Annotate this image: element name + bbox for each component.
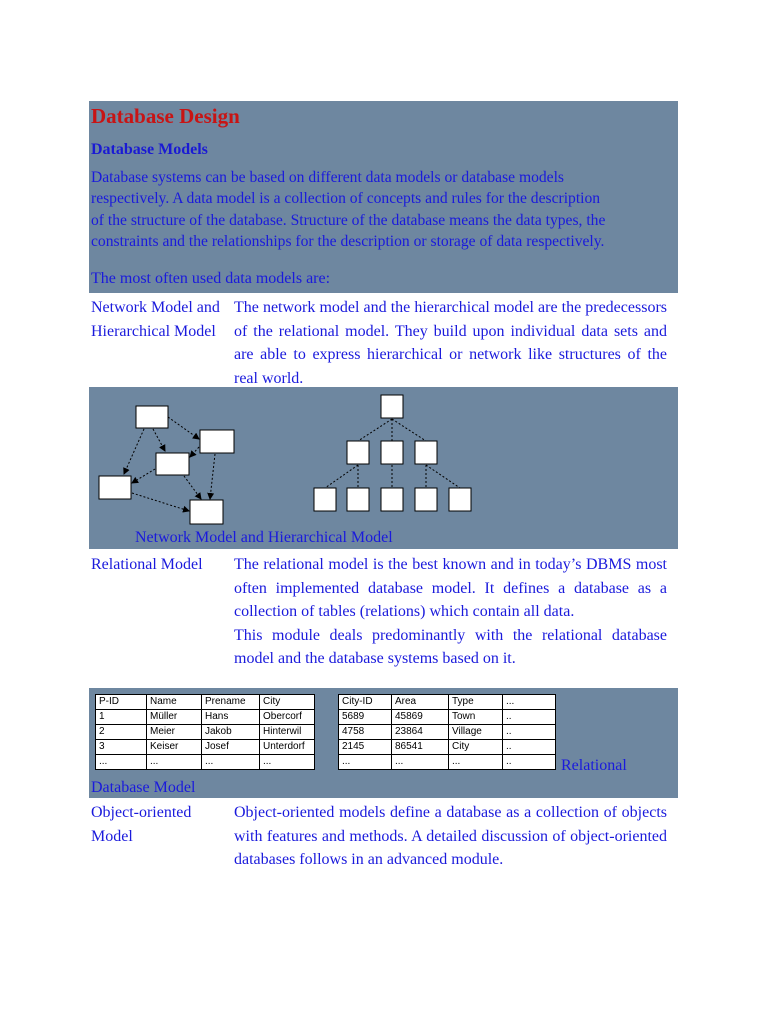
network-model-label — [91, 296, 220, 343]
object-oriented-text: Object-oriented models define a database as a collection of objects with features and methods. A detailed discussion of object-oriented databases follows in an advanced module. — [234, 804, 667, 868]
table-cell: Müller — [147, 710, 202, 725]
table-header-cell: Area — [392, 695, 449, 710]
table-cell: City — [449, 740, 503, 755]
table-cell: 45869 — [392, 710, 449, 725]
relational-figure-caption-cont: Database Model — [91, 779, 196, 796]
table-cell: .. — [503, 710, 556, 725]
tree-edge — [325, 465, 358, 488]
relational-figure-caption: Relational — [561, 757, 627, 774]
relational-model-label: Relational Model — [91, 556, 203, 573]
network-edge — [210, 454, 215, 499]
table-cell: ... — [392, 755, 449, 770]
network-model-diagram — [89, 387, 249, 549]
table-header-cell: Name — [147, 695, 202, 710]
table-cell: 3 — [96, 740, 147, 755]
tree-edge — [392, 419, 426, 441]
table-row — [339, 710, 556, 725]
table-cell: Unterdorf — [260, 740, 315, 755]
network-edge — [184, 476, 201, 499]
table-row — [339, 725, 556, 740]
table-cell: 1 — [96, 710, 147, 725]
table-row — [96, 740, 315, 755]
table-cell: .. — [503, 725, 556, 740]
network-model-description — [234, 296, 667, 390]
table-cell: 2 — [96, 725, 147, 740]
object-oriented-label — [91, 801, 191, 848]
tree-node — [381, 395, 403, 418]
relational-model-text: This module deals predominantly with the relational database model and the database systems based on it. — [234, 626, 667, 667]
table-cell: Jakob — [202, 725, 260, 740]
table-header-cell: ... — [503, 695, 556, 710]
table-row — [96, 725, 315, 740]
table-cell: ... — [339, 755, 392, 770]
tree-edge — [358, 419, 392, 441]
table-cell: ... — [449, 755, 503, 770]
cities-table — [338, 694, 556, 770]
intro-line: constraints and the relationships for the description or storage of data respectively. — [91, 233, 605, 251]
table-cell: ... — [96, 755, 147, 770]
table-cell: 2145 — [339, 740, 392, 755]
table-row — [339, 740, 556, 755]
table-cell: Town — [449, 710, 503, 725]
tree-node — [415, 441, 437, 464]
tree-node — [347, 441, 369, 464]
network-edge — [190, 447, 199, 457]
table-cell: Josef — [202, 740, 260, 755]
network-node — [136, 406, 168, 428]
table-cell: 5689 — [339, 710, 392, 725]
models-lead: The most often used data models are: — [91, 270, 331, 287]
network-edge — [132, 493, 189, 511]
table-cell: 86541 — [392, 740, 449, 755]
table-header-row — [339, 695, 556, 710]
table-header-cell: P-ID — [96, 695, 147, 710]
table-cell: Keiser — [147, 740, 202, 755]
table-cell: Meier — [147, 725, 202, 740]
network-node — [190, 500, 223, 524]
network-model-text: The network model and the hierarchical model are the predecessors of the relational model. They build upon individual data sets and are able to express hierarchical or network like structures of the real world. — [234, 299, 667, 387]
network-edge — [153, 429, 165, 451]
hierarchical-model-diagram — [300, 387, 490, 522]
table-header-cell: City-ID — [339, 695, 392, 710]
table-cell: ... — [147, 755, 202, 770]
table-cell: Village — [449, 725, 503, 740]
network-node — [156, 453, 189, 475]
intro-line: of the structure of the database. Structure of the database means the data types, the — [91, 211, 606, 229]
table-cell: Hans — [202, 710, 260, 725]
table-cell: ... — [202, 755, 260, 770]
table-cell: .. — [503, 740, 556, 755]
intro-line: respectively. A data model is a collection of concepts and rules for the description — [91, 190, 601, 208]
table-cell: ... — [260, 755, 315, 770]
tree-node — [381, 441, 403, 464]
relational-model-description — [234, 553, 667, 671]
network-node — [200, 430, 234, 453]
network-figure-caption: Network Model and Hierarchical Model — [135, 529, 393, 546]
tree-node — [449, 488, 471, 511]
tree-node — [314, 488, 336, 511]
table-cell: 23864 — [392, 725, 449, 740]
intro-line: Database systems can be based on different data models or database models — [91, 169, 564, 186]
table-row — [96, 755, 315, 770]
table-row — [339, 755, 556, 770]
tree-node — [415, 488, 437, 511]
network-node — [99, 476, 131, 499]
table-cell: Hinterwil — [260, 725, 315, 740]
label-line: Object-oriented — [91, 804, 192, 821]
object-oriented-description — [234, 801, 667, 872]
table-cell: .. — [503, 755, 556, 770]
table-row — [96, 710, 315, 725]
relational-model-text: The relational model is the best known and in today’s DBMS most often implemented database model. It defines a database as a collection of tables (relations) which contain all data. — [234, 556, 667, 620]
intro-paragraph — [91, 167, 677, 253]
label-line: Network Model and — [91, 299, 220, 316]
network-edge — [132, 469, 155, 483]
page-title: Database Design — [91, 104, 240, 128]
table-header-cell: City — [260, 695, 315, 710]
label-line: Model — [91, 827, 133, 845]
table-cell: Obercorf — [260, 710, 315, 725]
section-subtitle: Database Models — [91, 141, 208, 158]
tree-edge — [426, 465, 460, 488]
network-edge — [124, 429, 144, 474]
network-edge — [168, 417, 199, 439]
persons-table — [95, 694, 315, 770]
label-line: Hierarchical Model — [91, 322, 216, 340]
table-header-cell: Prename — [202, 695, 260, 710]
table-header-cell: Type — [449, 695, 503, 710]
tree-node — [381, 488, 403, 511]
tree-node — [347, 488, 369, 511]
table-header-row — [96, 695, 315, 710]
table-cell: 4758 — [339, 725, 392, 740]
